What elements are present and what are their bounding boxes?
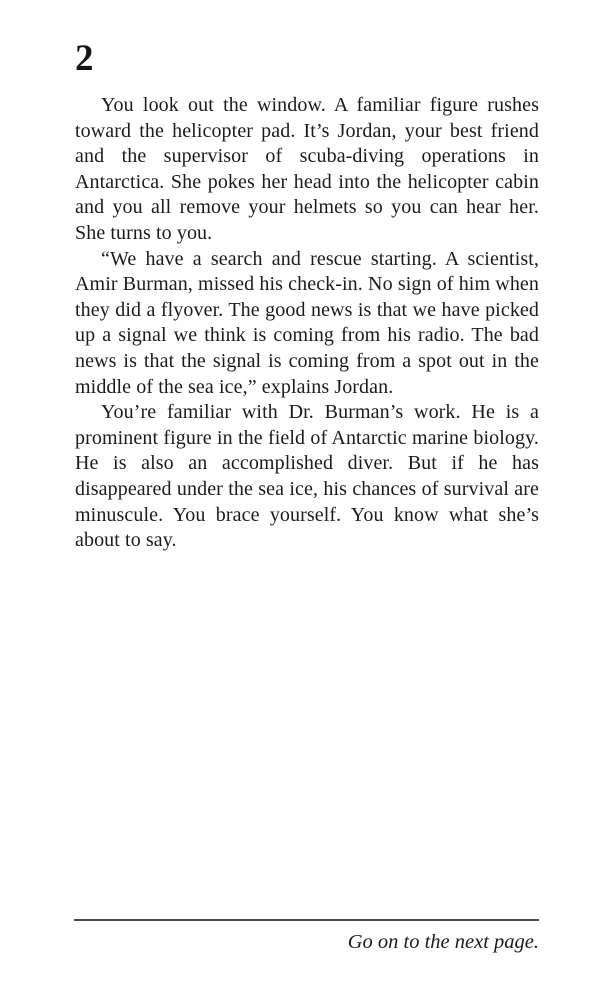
story-paragraph-1: You look out the window. A familiar figure rushes toward the helicopter pad. It’s Jordan, your best friend and the supervisor of scuba-diving operations in Antarctica. She pokes her head into the helicopter cabin and you all remove your helmets so you can hear her. She turns to you. bbox=[75, 94, 539, 244]
page-content bbox=[75, 0, 539, 554]
footer-instruction: Go on to the next page. bbox=[347, 931, 539, 953]
story-text bbox=[75, 93, 539, 554]
page-footer bbox=[74, 919, 539, 955]
footer-divider bbox=[74, 919, 539, 921]
page-number: 2 bbox=[75, 38, 94, 79]
story-paragraph-3: You’re familiar with Dr. Burman’s work. He is a prominent figure in the field of Antarctic marine biology. He is also an accomplished diver. But if he has disappeared under the sea ice, his chances of survival are minuscule. You brace yourself. You know what she’s about to say. bbox=[75, 401, 539, 552]
story-paragraph-2: “We have a search and rescue starting. A scientist, Amir Burman, missed his check-in. No sign of him when they did a flyover. The good news is that we have picked up a signal we think is coming from his radio. The bad news is that the signal is coming from a spot out in the middle of the sea ice,” explains Jordan. bbox=[75, 247, 539, 398]
